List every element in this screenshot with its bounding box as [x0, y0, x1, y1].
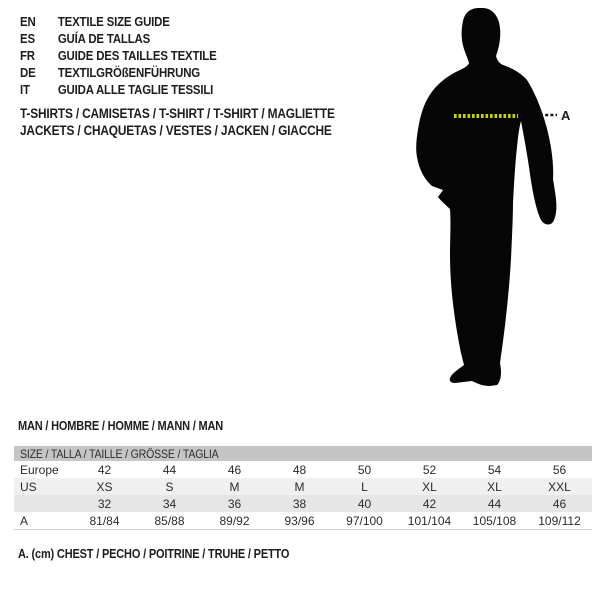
language-label: TEXTILE SIZE GUIDE: [57, 14, 170, 29]
size-cell: XL: [487, 479, 502, 494]
size-cell: 89/92: [202, 512, 267, 530]
size-table-header-text: SIZE / TALLA / TAILLE / GRÖSSE / TAGLIA: [20, 446, 219, 461]
size-cell: 81/84: [72, 512, 137, 530]
size-cell: 85/88: [137, 512, 202, 530]
size-cell: L: [361, 479, 368, 494]
size-cell: 56: [552, 462, 567, 477]
size-cell: 36: [227, 496, 242, 511]
size-cell: 38: [292, 496, 307, 511]
row-label: Europe: [20, 462, 59, 477]
language-code: ES: [20, 31, 35, 46]
language-code: EN: [20, 14, 36, 29]
size-cell: 44: [487, 496, 502, 511]
category-line-jackets: JACKETS / CHAQUETAS / VESTES / JACKEN / GIACCHE: [20, 123, 332, 138]
table-row-chest: [14, 512, 592, 530]
size-cell: 109/112: [527, 512, 592, 530]
table-row-us: [14, 478, 592, 495]
size-cell: 101/104: [397, 512, 462, 530]
size-cell: 97/100: [332, 512, 397, 530]
size-cell: 93/96: [267, 512, 332, 530]
row-label: US: [20, 479, 37, 494]
language-label: GUIDA ALLE TAGLIE TESSILI: [57, 82, 214, 97]
size-cell: 52: [422, 462, 437, 477]
language-code: DE: [20, 65, 36, 80]
size-table-wrap: [14, 446, 592, 530]
size-cell: 54: [487, 462, 502, 477]
size-cell: 105/108: [462, 512, 527, 530]
section-title-man: MAN / HOMBRE / HOMME / MANN / MAN: [18, 419, 224, 433]
size-cell: 44: [162, 462, 177, 477]
size-cell: 46: [227, 462, 242, 477]
measure-label-a: A: [561, 108, 571, 123]
size-table-header-row: [14, 446, 592, 461]
row-label: [14, 495, 72, 512]
size-cell: XL: [422, 479, 437, 494]
size-cell: S: [165, 479, 174, 494]
table-row-europe: [14, 461, 592, 478]
size-cell: 48: [292, 462, 307, 477]
size-cell: 42: [97, 462, 112, 477]
size-cell: 42: [422, 496, 437, 511]
language-label: GUIDE DES TAILLES TEXTILE: [57, 48, 217, 63]
size-table-header: [14, 446, 592, 461]
man-silhouette: [416, 8, 556, 386]
row-label: A: [14, 512, 72, 530]
size-cell: 34: [162, 496, 177, 511]
size-cell: XXL: [548, 479, 571, 494]
size-cell: 32: [97, 496, 112, 511]
size-cell: 50: [357, 462, 372, 477]
language-code: FR: [20, 48, 35, 63]
footnote-chest-measure: A. (cm) CHEST / PECHO / POITRINE / TRUHE / PETTO: [18, 547, 290, 561]
size-cell: 46: [552, 496, 567, 511]
language-label: GUÍA DE TALLAS: [57, 31, 151, 46]
category-line-tshirts: T-SHIRTS / CAMISETAS / T-SHIRT / T-SHIRT / MAGLIETTE: [20, 106, 335, 121]
size-cell: 40: [357, 496, 372, 511]
size-table: [14, 446, 592, 530]
table-row-intl: [14, 495, 592, 512]
language-code: IT: [20, 82, 30, 97]
size-cell: XS: [96, 479, 113, 494]
language-label: TEXTILGRÖßENFÜHRUNG: [57, 65, 201, 80]
size-cell: M: [294, 479, 305, 494]
size-cell: M: [229, 479, 240, 494]
